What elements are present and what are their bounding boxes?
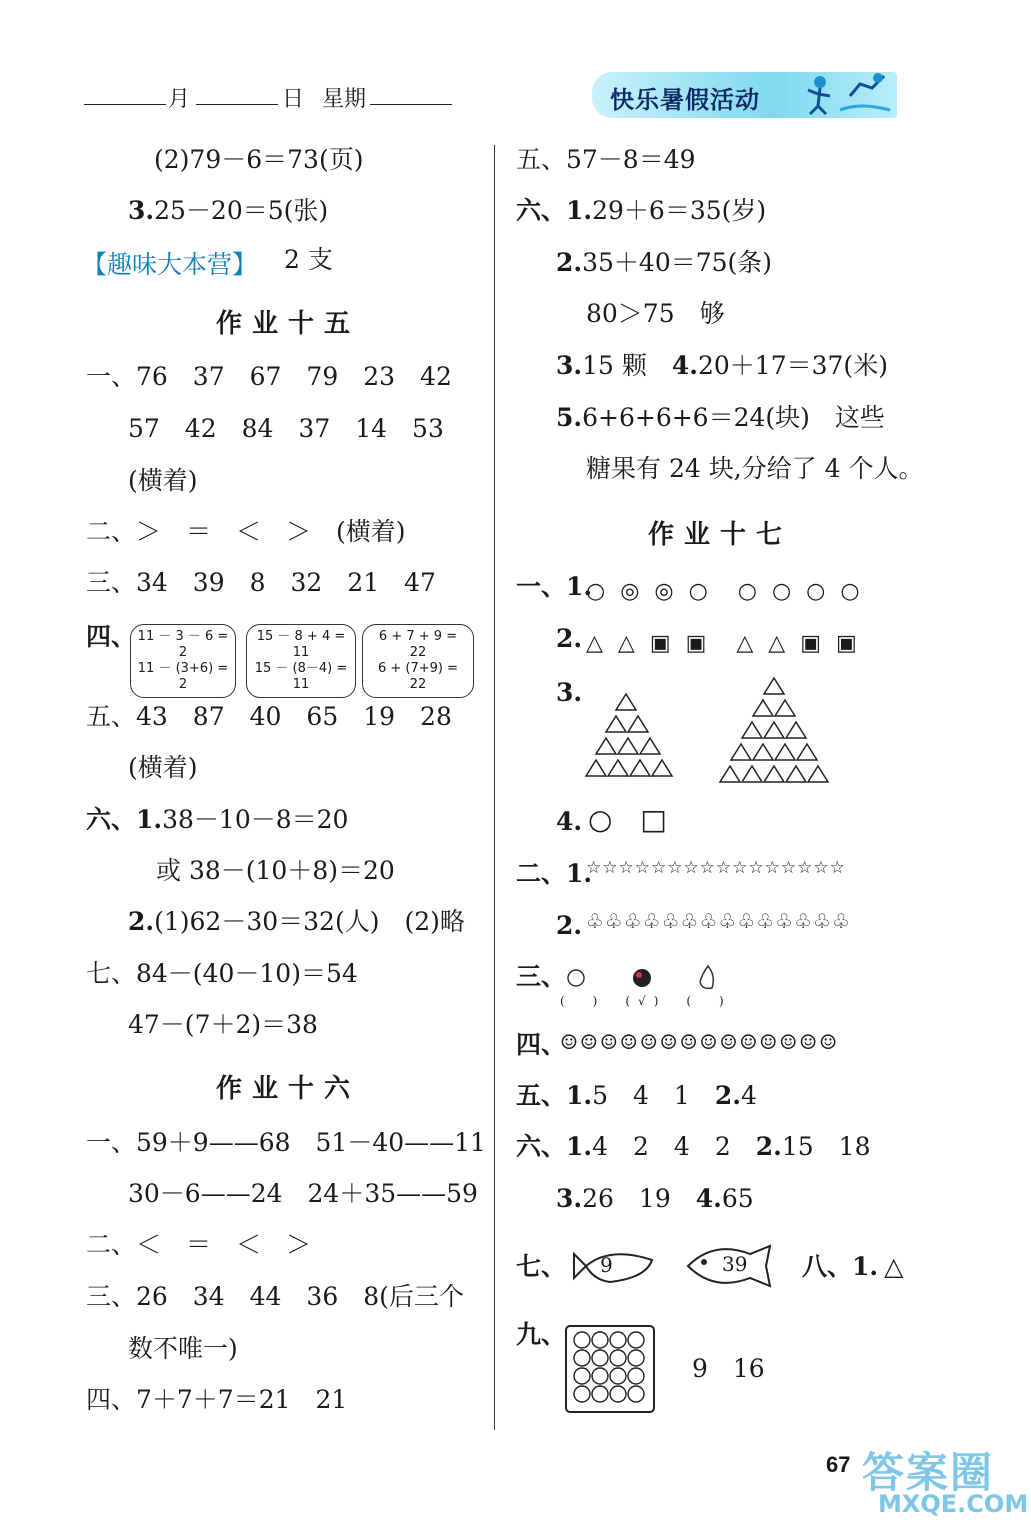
triangle-pyramid-small — [580, 686, 690, 786]
s16-q2: 二、＜ ＝ ＜ ＞ — [86, 1230, 312, 1259]
answer-text: 29＋6＝35(岁) — [592, 196, 767, 225]
r-q6-3-4 — [556, 351, 888, 381]
question-prefix: 六、 — [86, 805, 137, 834]
fruit-row: ♧♧♧♧♧♧♧♧♧♧♧♧♧♧ — [586, 909, 852, 933]
kids-playing-icon — [800, 66, 892, 116]
item-number: 3. — [556, 678, 583, 707]
fun-camp-answer: 2 支 — [284, 245, 333, 274]
item-number: 1. — [852, 1252, 879, 1281]
bubble-line: 11 － (3+6) = 2 — [137, 661, 229, 692]
answer-text: (1)62－30＝32(人) (2)略 — [154, 907, 465, 936]
triangle-answer: △ — [884, 1252, 904, 1281]
r-q6-5b: 糖果有 24 块,分给了 4 个人。 — [586, 454, 924, 483]
item-number: 4. — [671, 351, 698, 380]
s17-q8 — [802, 1252, 903, 1282]
s16-q1-row1: 一、59＋9——68 51－40——11 — [86, 1128, 486, 1157]
s15-q7-row1: 七、84－(40－10)＝54 — [86, 959, 358, 988]
s16-q1-row2: 30－6——24 24＋35——59 — [128, 1179, 478, 1208]
question-prefix: 六、 — [516, 1132, 567, 1161]
day-label: 日 — [282, 87, 305, 112]
bubble-line: 6 + (7+9) = 22 — [377, 661, 459, 692]
s15-q1-row2: 57 42 84 37 14 53 — [128, 414, 444, 443]
face-row: ☺☺☺☺☺☺☺☺☺☺☺☺☺☺ — [560, 1030, 840, 1054]
s17-q3-label: 三、 — [516, 962, 567, 991]
item-number: 3. — [556, 351, 583, 380]
s17-q9-answer: 9 16 — [692, 1354, 765, 1383]
s17-q2-1 — [516, 859, 592, 889]
item-number: 2. — [556, 624, 583, 653]
month-label: 月 — [168, 87, 191, 112]
s15-q1-note: (横着) — [128, 466, 198, 495]
answer-text: 6+6+6+6＝24(块) 这些 — [582, 403, 885, 432]
item-number: 1. — [136, 805, 163, 834]
bubble-line: 15 － (8－4) = 11 — [254, 661, 348, 692]
s15-q5-row: 五、43 87 40 65 19 28 — [86, 702, 452, 731]
s17-q7-label: 七、 — [516, 1252, 567, 1281]
section-title-17: 作业十七 — [648, 520, 793, 550]
item-number: 4. — [556, 807, 583, 836]
r-q5: 五、57－8＝49 — [516, 145, 696, 174]
s15-q1-row1: 一、76 37 67 79 23 42 — [86, 362, 452, 391]
answer-text: 20＋17＝37(米) — [698, 351, 888, 380]
s15-q3: 三、34 39 8 32 21 47 — [86, 568, 436, 597]
item-number: 2. — [128, 907, 155, 936]
s15-q6-row1 — [86, 805, 348, 835]
fish-number-1: 9 — [600, 1253, 613, 1277]
item-number: 1. — [566, 859, 593, 888]
equation-bubble-2 — [246, 624, 356, 698]
item-number: 1. — [566, 196, 593, 225]
watermark-logo: 答案圈 — [862, 1448, 995, 1497]
fun-camp-tag: 【趣味大本营】 — [82, 250, 258, 279]
month-blank — [84, 104, 166, 105]
column-divider — [494, 145, 495, 1430]
weekday-blank — [370, 104, 452, 105]
checkbox-answers: ( ) (√) ( ) — [560, 994, 732, 1008]
s15-q6-row3 — [128, 907, 465, 937]
s17-q4-label: 四、 — [516, 1030, 567, 1059]
r-q6-5 — [556, 403, 885, 433]
bubble-line: 6 + 7 + 9 = 22 — [378, 629, 458, 660]
bubble-line: 15 － 8 + 4 = 11 — [256, 629, 346, 660]
s15-q2: 二、＞ ＝ ＜ ＞ (横着) — [86, 517, 406, 546]
item-number: 1. — [566, 572, 593, 601]
s15-q6-row2: 或 38－(10＋8)＝20 — [156, 856, 395, 885]
bubble-line: 11 － 3 － 6 = 2 — [137, 629, 229, 660]
item-number: 5. — [556, 403, 583, 432]
s17-q1-1 — [516, 572, 592, 602]
s15-q5-note: (横着) — [128, 753, 198, 782]
answer-text: 38－10－8＝20 — [162, 805, 349, 834]
answer-text: 65 — [721, 1184, 754, 1213]
answer-text: 4 — [740, 1081, 757, 1110]
triangle-square-shapes: △ △ ▣ ▣ △ △ ▣ ▣ — [586, 631, 861, 656]
item-number: 2. — [755, 1132, 782, 1161]
item-number: 2. — [714, 1081, 741, 1110]
item-number: 1. — [566, 1132, 593, 1161]
equation-bubble-3 — [362, 624, 474, 698]
answer-text: 15 颗 — [582, 351, 647, 380]
answer-text: 35＋40＝75(条) — [582, 248, 773, 277]
item-number: 1. — [566, 1081, 593, 1110]
watermark-url: MXQE.COM — [878, 1490, 1029, 1518]
section-title-16: 作业十六 — [216, 1074, 361, 1104]
s15-q7-row2: 47－(7＋2)＝38 — [128, 1010, 318, 1039]
item-number: 4. — [695, 1184, 722, 1213]
circle-shapes: ○ ◎ ◎ ○ ○ ○ ○ ○ — [586, 579, 864, 604]
question-prefix: 六、 — [516, 196, 567, 225]
answer-text: 4 2 4 2 — [592, 1132, 731, 1161]
question-prefix: 八、 — [802, 1252, 853, 1281]
weekday-label: 星期 — [322, 87, 367, 112]
s16-q3-row1: 三、26 34 44 36 8(后三个 — [86, 1282, 464, 1311]
question-prefix: 五、 — [516, 1081, 567, 1110]
answer-text: 5 4 1 — [592, 1081, 690, 1110]
item-number: 3. — [128, 196, 155, 225]
fish-number-2: 39 — [722, 1252, 748, 1276]
item-number: 3. — [556, 1184, 583, 1213]
item-number: 2. — [556, 911, 583, 940]
star-row: ☆☆☆☆☆☆☆☆☆☆☆☆☆☆☆☆ — [586, 858, 846, 878]
r-q6-2 — [556, 248, 772, 278]
s16-q4: 四、7＋7＋7＝21 21 — [86, 1385, 348, 1414]
day-blank — [196, 104, 278, 105]
banner-title: 快乐暑假活动 — [610, 86, 760, 114]
fruit-pictures — [560, 958, 730, 994]
r-q6-1 — [516, 196, 766, 226]
question-prefix: 一、 — [516, 572, 567, 601]
section-title-15: 作业十五 — [216, 309, 361, 339]
left-line-2 — [128, 196, 328, 226]
triangle-pyramid-large — [708, 674, 838, 788]
answer-text: 15 18 — [781, 1132, 871, 1161]
circle-square-answer: ○ □ — [588, 803, 667, 836]
s17-q9-label: 九、 — [516, 1320, 567, 1349]
question-prefix: 二、 — [516, 859, 567, 888]
circle-grid-box — [564, 1324, 656, 1414]
s15-q4-label: 四、 — [86, 622, 137, 651]
s17-q5 — [516, 1081, 757, 1111]
s17-q6-row1 — [516, 1132, 871, 1162]
s16-q3-row2: 数不唯一) — [128, 1334, 238, 1363]
r-q6-2b: 80＞75 够 — [586, 299, 725, 328]
s17-q6-row2 — [556, 1184, 754, 1214]
equation-bubble-1 — [130, 624, 236, 698]
left-line-1: (2)79－6＝73(页) — [154, 145, 364, 174]
page-number: 67 — [826, 1452, 851, 1477]
answer-text: 25－20＝5(张) — [154, 196, 329, 225]
answer-text: 26 19 — [582, 1184, 671, 1213]
item-number: 2. — [556, 248, 583, 277]
